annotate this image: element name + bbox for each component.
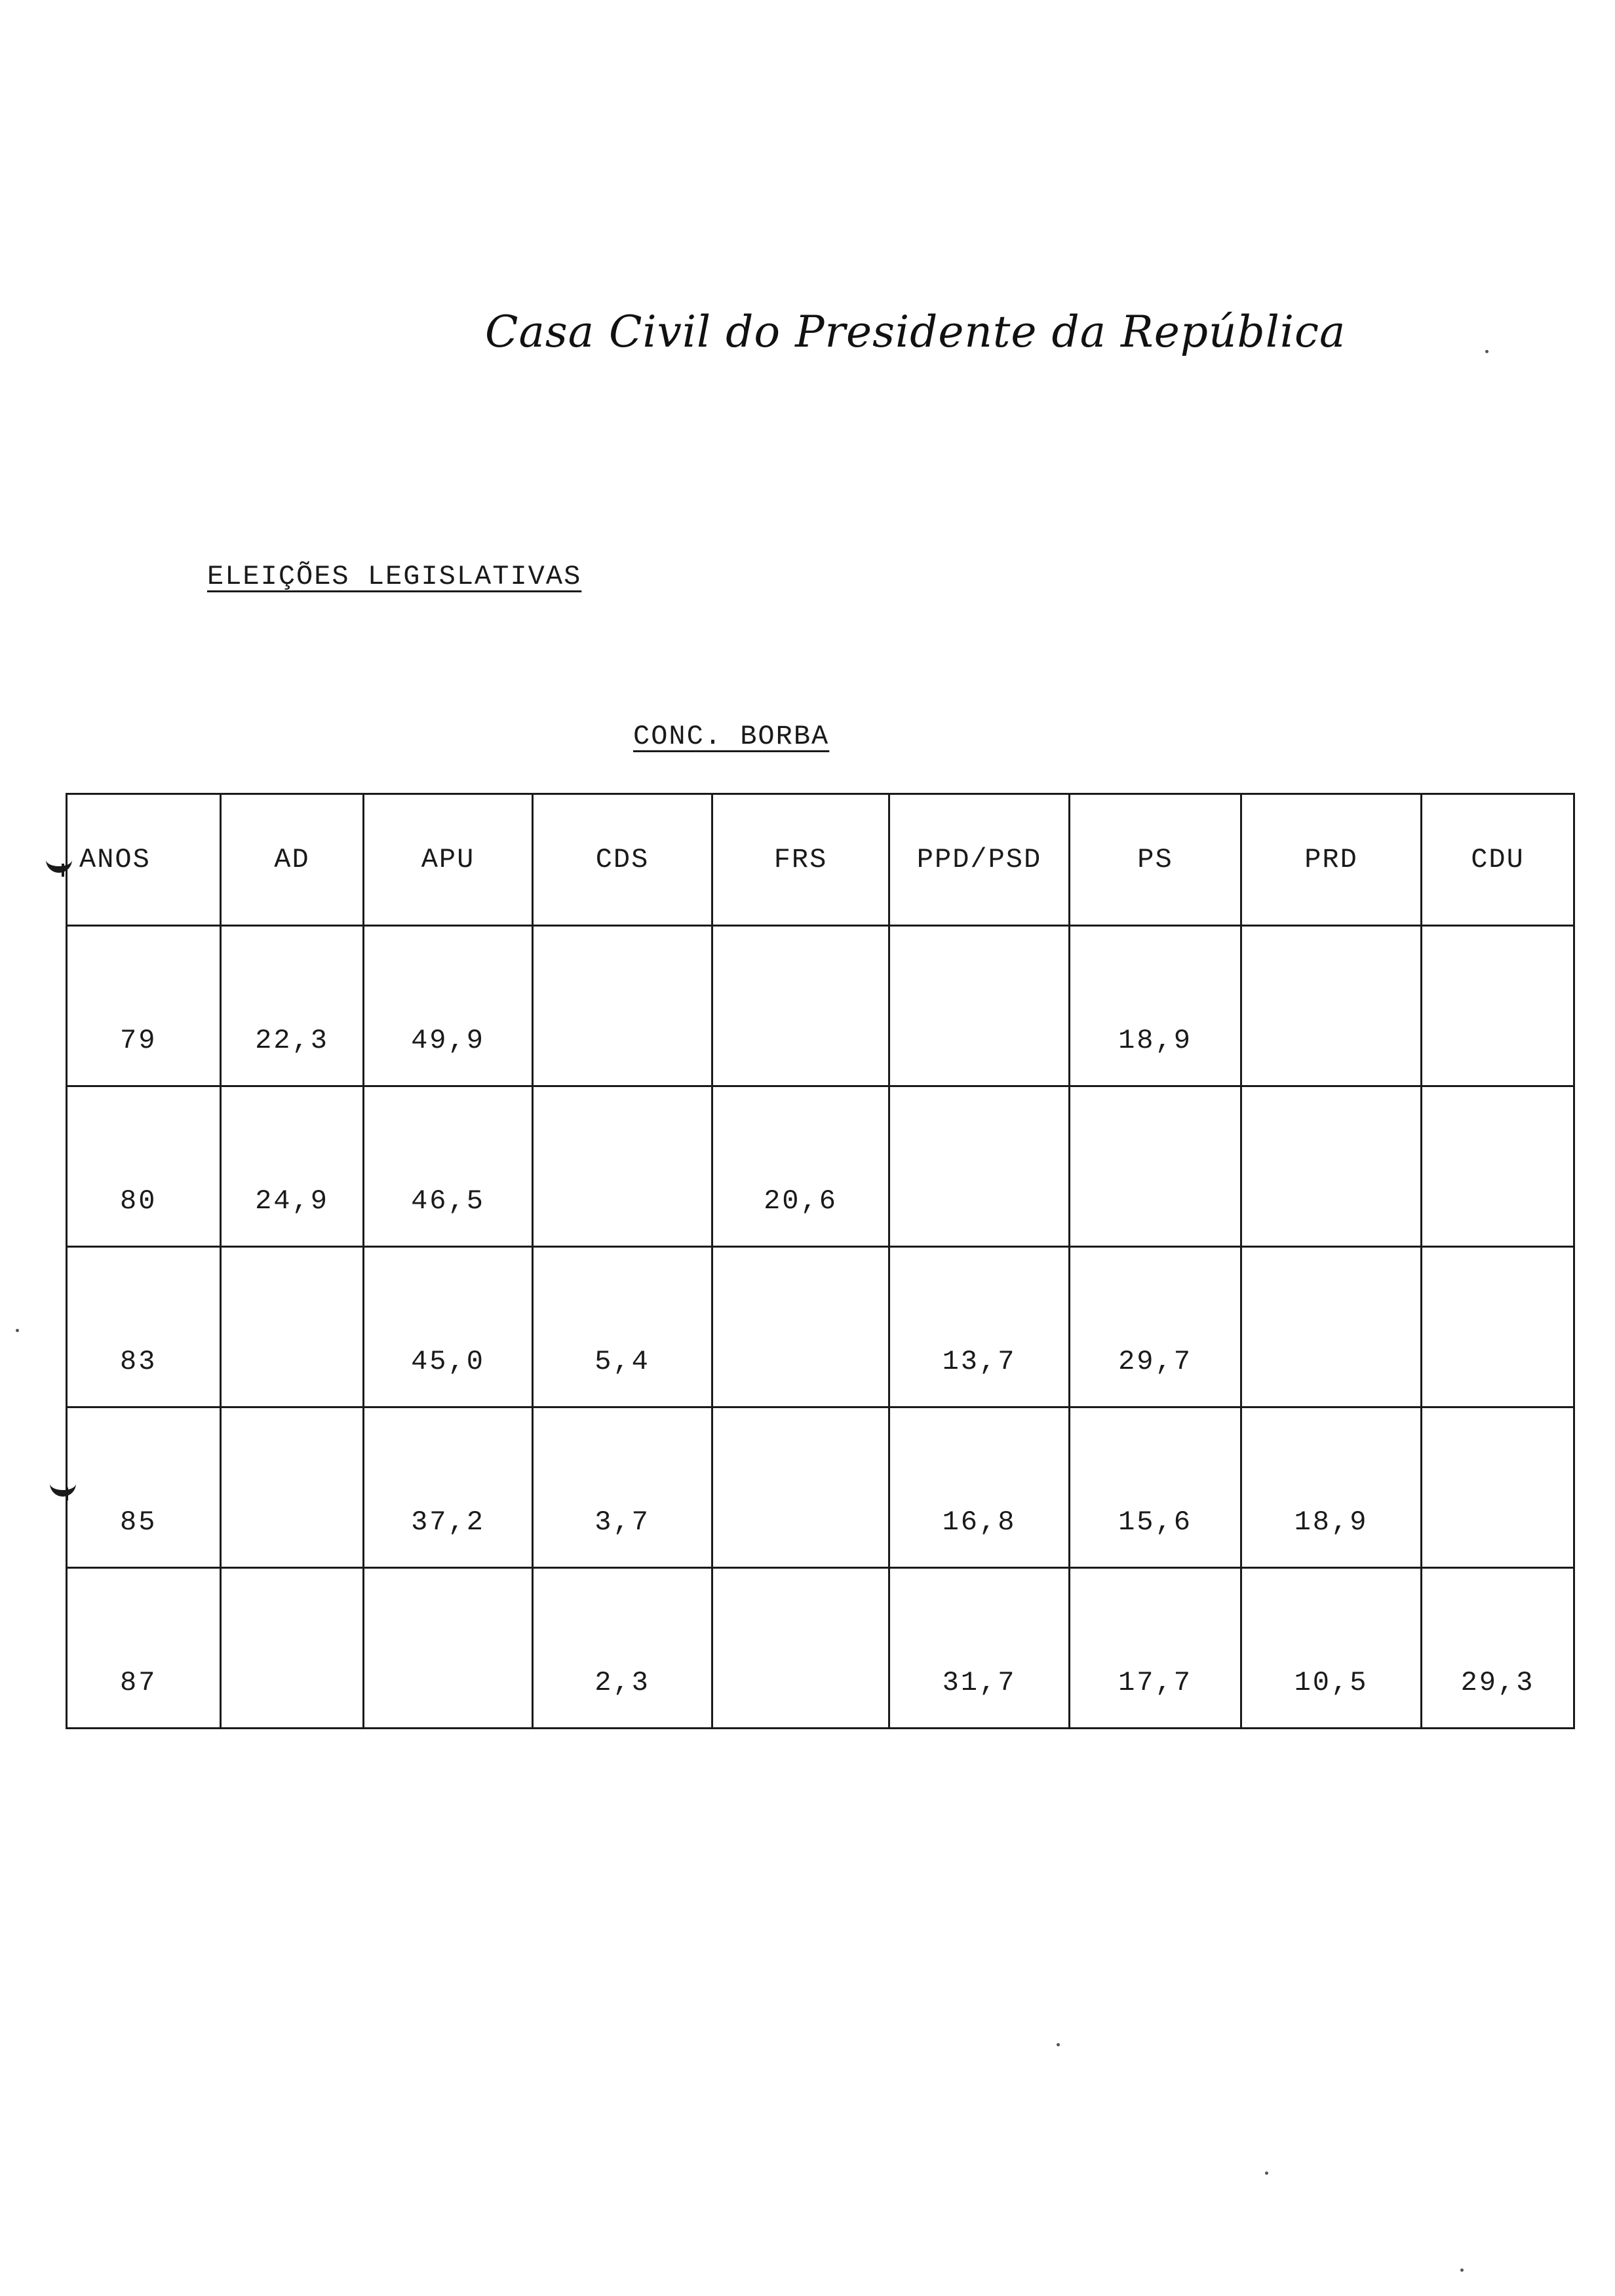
table-cell: [364, 1568, 533, 1729]
column-header: APU: [364, 794, 533, 926]
table-cell: 2,3: [533, 1568, 712, 1729]
table-cell: [221, 1247, 364, 1407]
table-cell: [221, 1407, 364, 1568]
table-cell: [1422, 1407, 1574, 1568]
table-cell: [889, 926, 1070, 1086]
table-cell: 13,7: [889, 1247, 1070, 1407]
year-cell: 83: [67, 1247, 221, 1407]
table-cell: [1070, 1086, 1241, 1247]
table-cell: 15,6: [1070, 1407, 1241, 1568]
table-cell: [889, 1086, 1070, 1247]
column-header: CDU: [1422, 794, 1574, 926]
table-cell: 3,7: [533, 1407, 712, 1568]
year-cell: 85: [67, 1407, 221, 1568]
table-cell: 22,3: [221, 926, 364, 1086]
table-row: [67, 1568, 1574, 1729]
table-cell: [221, 1568, 364, 1729]
column-header: PPD/PSD: [889, 794, 1070, 926]
table-cell: [533, 1086, 712, 1247]
table-cell: [533, 926, 712, 1086]
scan-speck: [1460, 2268, 1464, 2272]
table-cell: [712, 926, 889, 1086]
table-row: [67, 1086, 1574, 1247]
table-cell: [1422, 926, 1574, 1086]
table-cell: 10,5: [1241, 1568, 1422, 1729]
table-cell: [1241, 1247, 1422, 1407]
table-cell: 18,9: [1070, 926, 1241, 1086]
table-cell: [1241, 1086, 1422, 1247]
table-cell: 20,6: [712, 1086, 889, 1247]
column-header: FRS: [712, 794, 889, 926]
scan-speck: [16, 1329, 19, 1332]
table-cell: [1422, 1247, 1574, 1407]
table-cell: 46,5: [364, 1086, 533, 1247]
section-title: ELEIÇÕES LEGISLATIVAS: [207, 561, 582, 592]
column-header: AD: [221, 794, 364, 926]
year-cell: 80: [67, 1086, 221, 1247]
year-cell: 79: [67, 926, 221, 1086]
election-results-table: [66, 793, 1575, 1729]
table-cell: 5,4: [533, 1247, 712, 1407]
column-header: CDS: [533, 794, 712, 926]
subtitle: CONC. BORBA: [633, 721, 830, 752]
scan-speck: [1057, 2043, 1060, 2046]
table-cell: [712, 1247, 889, 1407]
year-cell: 87: [67, 1568, 221, 1729]
table-cell: 17,7: [1070, 1568, 1241, 1729]
scan-speck: [1485, 350, 1489, 353]
table-row: [67, 926, 1574, 1086]
table-cell: [712, 1568, 889, 1729]
table-cell: 16,8: [889, 1407, 1070, 1568]
table-cell: 37,2: [364, 1407, 533, 1568]
column-header: PRD: [1241, 794, 1422, 926]
table-cell: 29,3: [1422, 1568, 1574, 1729]
table-cell: 49,9: [364, 926, 533, 1086]
column-header: PS: [1070, 794, 1241, 926]
table-cell: [712, 1407, 889, 1568]
table-cell: [1422, 1086, 1574, 1247]
table-cell: 31,7: [889, 1568, 1070, 1729]
scan-speck: [1265, 2172, 1268, 2175]
table-row: [67, 1247, 1574, 1407]
table-cell: 24,9: [221, 1086, 364, 1247]
header-row: [67, 794, 1574, 926]
letterhead: Casa Civil do Presidente da República: [485, 307, 1346, 357]
table-cell: 45,0: [364, 1247, 533, 1407]
column-header: ANOS: [67, 794, 221, 926]
table-cell: [1241, 926, 1422, 1086]
table-cell: 18,9: [1241, 1407, 1422, 1568]
table-cell: 29,7: [1070, 1247, 1241, 1407]
table-row: [67, 1407, 1574, 1568]
